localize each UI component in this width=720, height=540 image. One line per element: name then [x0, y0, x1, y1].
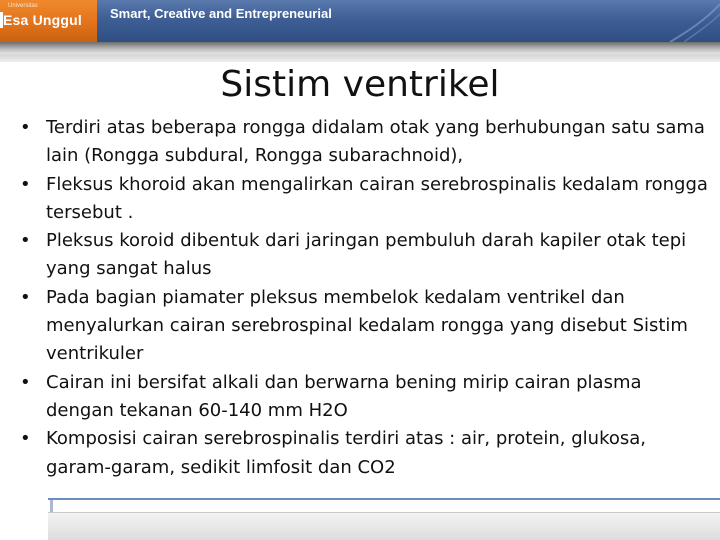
corner-swirl-icon — [660, 0, 720, 42]
bullet-dot-icon: • — [20, 117, 31, 138]
logo-small-text: Universitas — [8, 3, 38, 9]
bullet-dot-icon: • — [20, 230, 31, 252]
bullet-text: Terdiri atas beberapa rongga didalam otak yang berhubungan satu sama lain (Rongga subdural, Rongga subarachnoid), — [46, 117, 705, 167]
bullet-list — [20, 114, 710, 482]
logo-name: Esa Unggul — [3, 12, 83, 28]
slide-title: Sistim ventrikel — [220, 64, 500, 105]
header-band — [0, 54, 720, 62]
bullet-dot-icon: • — [20, 173, 31, 195]
bullet-text: Pada bagian piamater pleksus membelok kedalam ventrikel dan menyalurkan cairan serebrospinal kedalam rongga yang disebut Sistim ventrikuler — [46, 286, 688, 365]
bullet-text: Komposisi cairan serebrospinalis terdiri atas : air, protein, glukosa, garam-garam, sedikit limfosit dan CO2 — [46, 428, 647, 478]
bullet-text: Fleksus khoroid akan mengalirkan cairan serebrospinalis kedalam rongga tersebut . — [46, 173, 708, 223]
bullet-item — [20, 425, 710, 482]
bullet-item — [20, 227, 710, 284]
footer-band — [48, 512, 720, 540]
bullet-dot-icon: • — [20, 371, 31, 393]
bullet-item — [20, 369, 710, 426]
bullet-text: Cairan ini bersifat alkali dan berwarna bening mirip cairan plasma dengan tekanan 60-140 mm H2O — [46, 371, 642, 421]
bullet-item — [20, 284, 710, 369]
tagline: Smart, Creative and Entrepreneurial — [110, 6, 332, 21]
header-banner — [0, 0, 720, 42]
header-shadow — [0, 42, 720, 54]
bullet-dot-icon: • — [20, 428, 31, 450]
bullet-dot-icon: • — [20, 286, 31, 308]
footer-line — [48, 498, 720, 500]
university-logo — [0, 0, 97, 42]
bullet-item — [20, 114, 710, 171]
bullet-item — [20, 171, 710, 228]
bullet-text: Pleksus koroid dibentuk dari jaringan pembuluh darah kapiler otak tepi yang sangat halus — [46, 230, 687, 280]
